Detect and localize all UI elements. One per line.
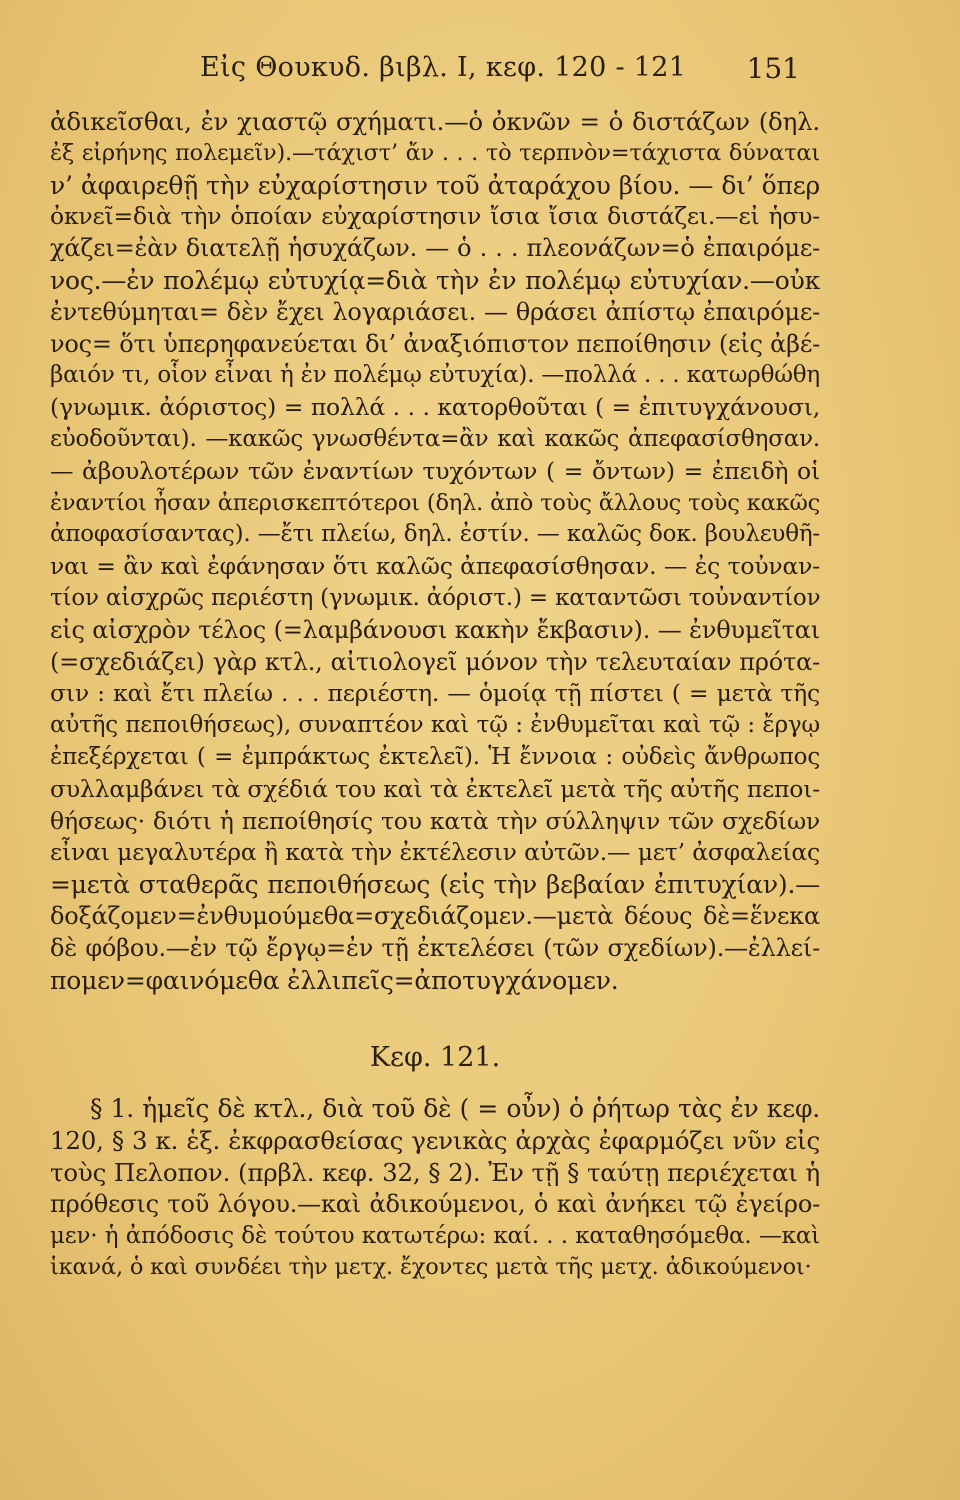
text-line: (γνωμικ. ἀόριστος) = πολλά . . . κατορθοῦται ( = ἐπιτυγχάνουσι, xyxy=(50,393,820,422)
text-line: ὀκνεῖ=διὰ τὴν ὁποίαν εὐχαρίστησιν ἴσια ἴσια διστάζει.—εἰ ἡσυ- xyxy=(50,202,820,231)
text-line: ἱκανά, ὁ καὶ συνδέει τὴν μετχ. ἔχοντες μετὰ τῆς μετχ. ἀδικούμενοι· xyxy=(50,1254,812,1281)
text-line: — ἀβουλοτέρων τῶν ἐναντίων τυχόντων ( = ὄντων) = ἐπειδὴ οἱ xyxy=(50,456,820,485)
commentary-text xyxy=(50,106,820,1284)
text-line: τοὺς Πελοπον. (πρβλ. κεφ. 32, § 2). Ἐν τῇ § ταύτῃ περιέχεται ἡ xyxy=(50,1157,820,1187)
text-line: σιν : καὶ ἔτι πλείω . . . περιέστη. — ὁμοίᾳ τῇ πίστει ( = μετὰ τῆς xyxy=(50,679,820,708)
text-line: § 1. ἡμεῖς δὲ κτλ., διὰ τοῦ δὲ ( = οὖν) ὁ ῥήτωρ τὰς ἐν κεφ. xyxy=(90,1094,820,1124)
text-line: βαιόν τι, οἷον εἶναι ἡ ἐν πολέμῳ εὐτυχία). —πολλά . . . κατωρθώθη xyxy=(50,362,820,389)
text-line: ἐπεξέρχεται ( = ἐμπράκτως ἐκτελεῖ). Ἡ ἔννοια : οὐδεὶς ἄνθρωπος xyxy=(50,743,820,770)
text-line: ναι = ἂν καὶ ἐφάνησαν ὅτι καλῶς ἀπεφασίσθησαν. — ἐς τοὐναν- xyxy=(50,552,820,581)
text-line: ἐναντίοι ἦσαν ἀπερισκεπτότεροι (δηλ. ἀπὸ τοὺς ἄλλους τοὺς κακῶς xyxy=(50,489,820,516)
commentary-section-120 xyxy=(50,106,820,996)
text-line: ἀδικεῖσθαι, ἐν χιαστῷ σχήματι.—ὁ ὀκνῶν = ὁ διστάζων (δηλ. xyxy=(50,107,820,136)
text-line: τίον αἰσχρῶς περιέστη (γνωμικ. ἀόριστ.) = καταντῶσι τοὐναντίον xyxy=(50,584,821,611)
text-line: δὲ φόβου.—ἐν τῷ ἔργῳ=ἐν τῇ ἐκτελέσει (τῶν σχεδίων).—ἐλλεί- xyxy=(50,933,820,962)
text-line: =μετὰ σταθερᾶς πεποιθήσεως (εἰς τὴν βεβαίαν ἐπιτυχίαν).— xyxy=(50,870,820,900)
page-number: 151 xyxy=(746,52,800,85)
text-line: ν’ ἀφαιρεθῇ τὴν εὐχαρίστησιν τοῦ ἀταράχου βίου. — δι’ ὅπερ xyxy=(50,170,820,200)
text-line: αὐτῆς πεποιθήσεως), συναπτέον καὶ τῷ : ἐνθυμεῖται καὶ τῷ : ἔργῳ xyxy=(50,712,820,739)
text-line: συλλαμβάνει τὰ σχέδιά του καὶ τὰ ἐκτελεῖ μετὰ τῆς αὐτῆς πεποι- xyxy=(50,774,820,803)
text-line: νος.—ἐν πολέμῳ εὐτυχίᾳ=διὰ τὴν ἐν πολέμῳ εὐτυχίαν.—οὐκ xyxy=(50,265,820,295)
commentary-section-121 xyxy=(50,1093,820,1284)
text-line: χάζει=ἐὰν διατελῇ ἡσυχάζων. — ὁ . . . πλεονάζων=ὁ ἐπαιρόμε- xyxy=(50,234,820,263)
text-line: δοξάζομεν=ἐνθυμούμεθα=σχεδιάζομεν.—μετὰ δέους δὲ=ἕνεκα xyxy=(50,901,820,930)
text-line: εἰς αἰσχρὸν τέλος (=λαμβάνουσι κακὴν ἔκβασιν). — ἐνθυμεῖται xyxy=(50,615,820,644)
text-line: μεν· ἡ ἀπόδοσις δὲ τούτου κατωτέρω: καί. . . καταθησόμεθα. —καὶ xyxy=(50,1222,820,1249)
text-line: νος= ὅτι ὑπερηφανεύεται δι’ ἀναξιόπιστον πεποίθησιν (εἰς ἀβέ- xyxy=(50,329,820,358)
text-line: εὐοδοῦνται). —κακῶς γνωσθέντα=ἂν καὶ κακῶς ἀπεφασίσθησαν. xyxy=(50,425,820,452)
text-line: ἀποφασίσαντας). —ἔτι πλείω, δηλ. ἐστίν. — καλῶς δοκ. βουλευθῆ- xyxy=(50,521,820,548)
text-line: (=σχεδιάζει) γὰρ κτλ., αἰτιολογεῖ μόνον τὴν τελευταίαν πρότα- xyxy=(50,647,820,676)
text-line: πρόθεσις τοῦ λόγου.—καὶ ἀδικούμενοι, ὁ καὶ ἀνήκει τῷ ἐγείρο- xyxy=(50,1189,820,1218)
text-line: 120, § 3 κ. ἑξ. ἐκφρασθείσας γενικὰς ἀρχὰς ἐφαρμόζει νῦν εἰς xyxy=(50,1126,820,1156)
running-title: Εἰς Θουκυδ. βιβλ. I, κεφ. 120 - 121 xyxy=(200,52,687,83)
text-line: πομεν=φαινόμεθα ἐλλιπεῖς=ἀποτυγχάνομεν. xyxy=(50,965,619,995)
text-line: ἐντεθύμηται= δὲν ἔχει λογαριάσει. — θράσει ἀπίστῳ ἐπαιρόμε- xyxy=(50,297,820,326)
text-line: θήσεως· διότι ἡ πεποίθησίς του κατὰ τὴν σύλληψιν τῶν σχεδίων xyxy=(50,806,820,835)
text-line: ἐξ εἰρήνης πολεμεῖν).—τάχιστ’ ἄν . . . τὸ τερπνὸν=τάχιστα δύναται xyxy=(50,139,820,166)
text-line: εἶναι μεγαλυτέρα ἢ κατὰ τὴν ἐκτέλεσιν αὐτῶν.— μετ’ ἀσφαλείας xyxy=(50,838,820,867)
chapter-heading: Κεφ. 121. xyxy=(369,1042,501,1074)
